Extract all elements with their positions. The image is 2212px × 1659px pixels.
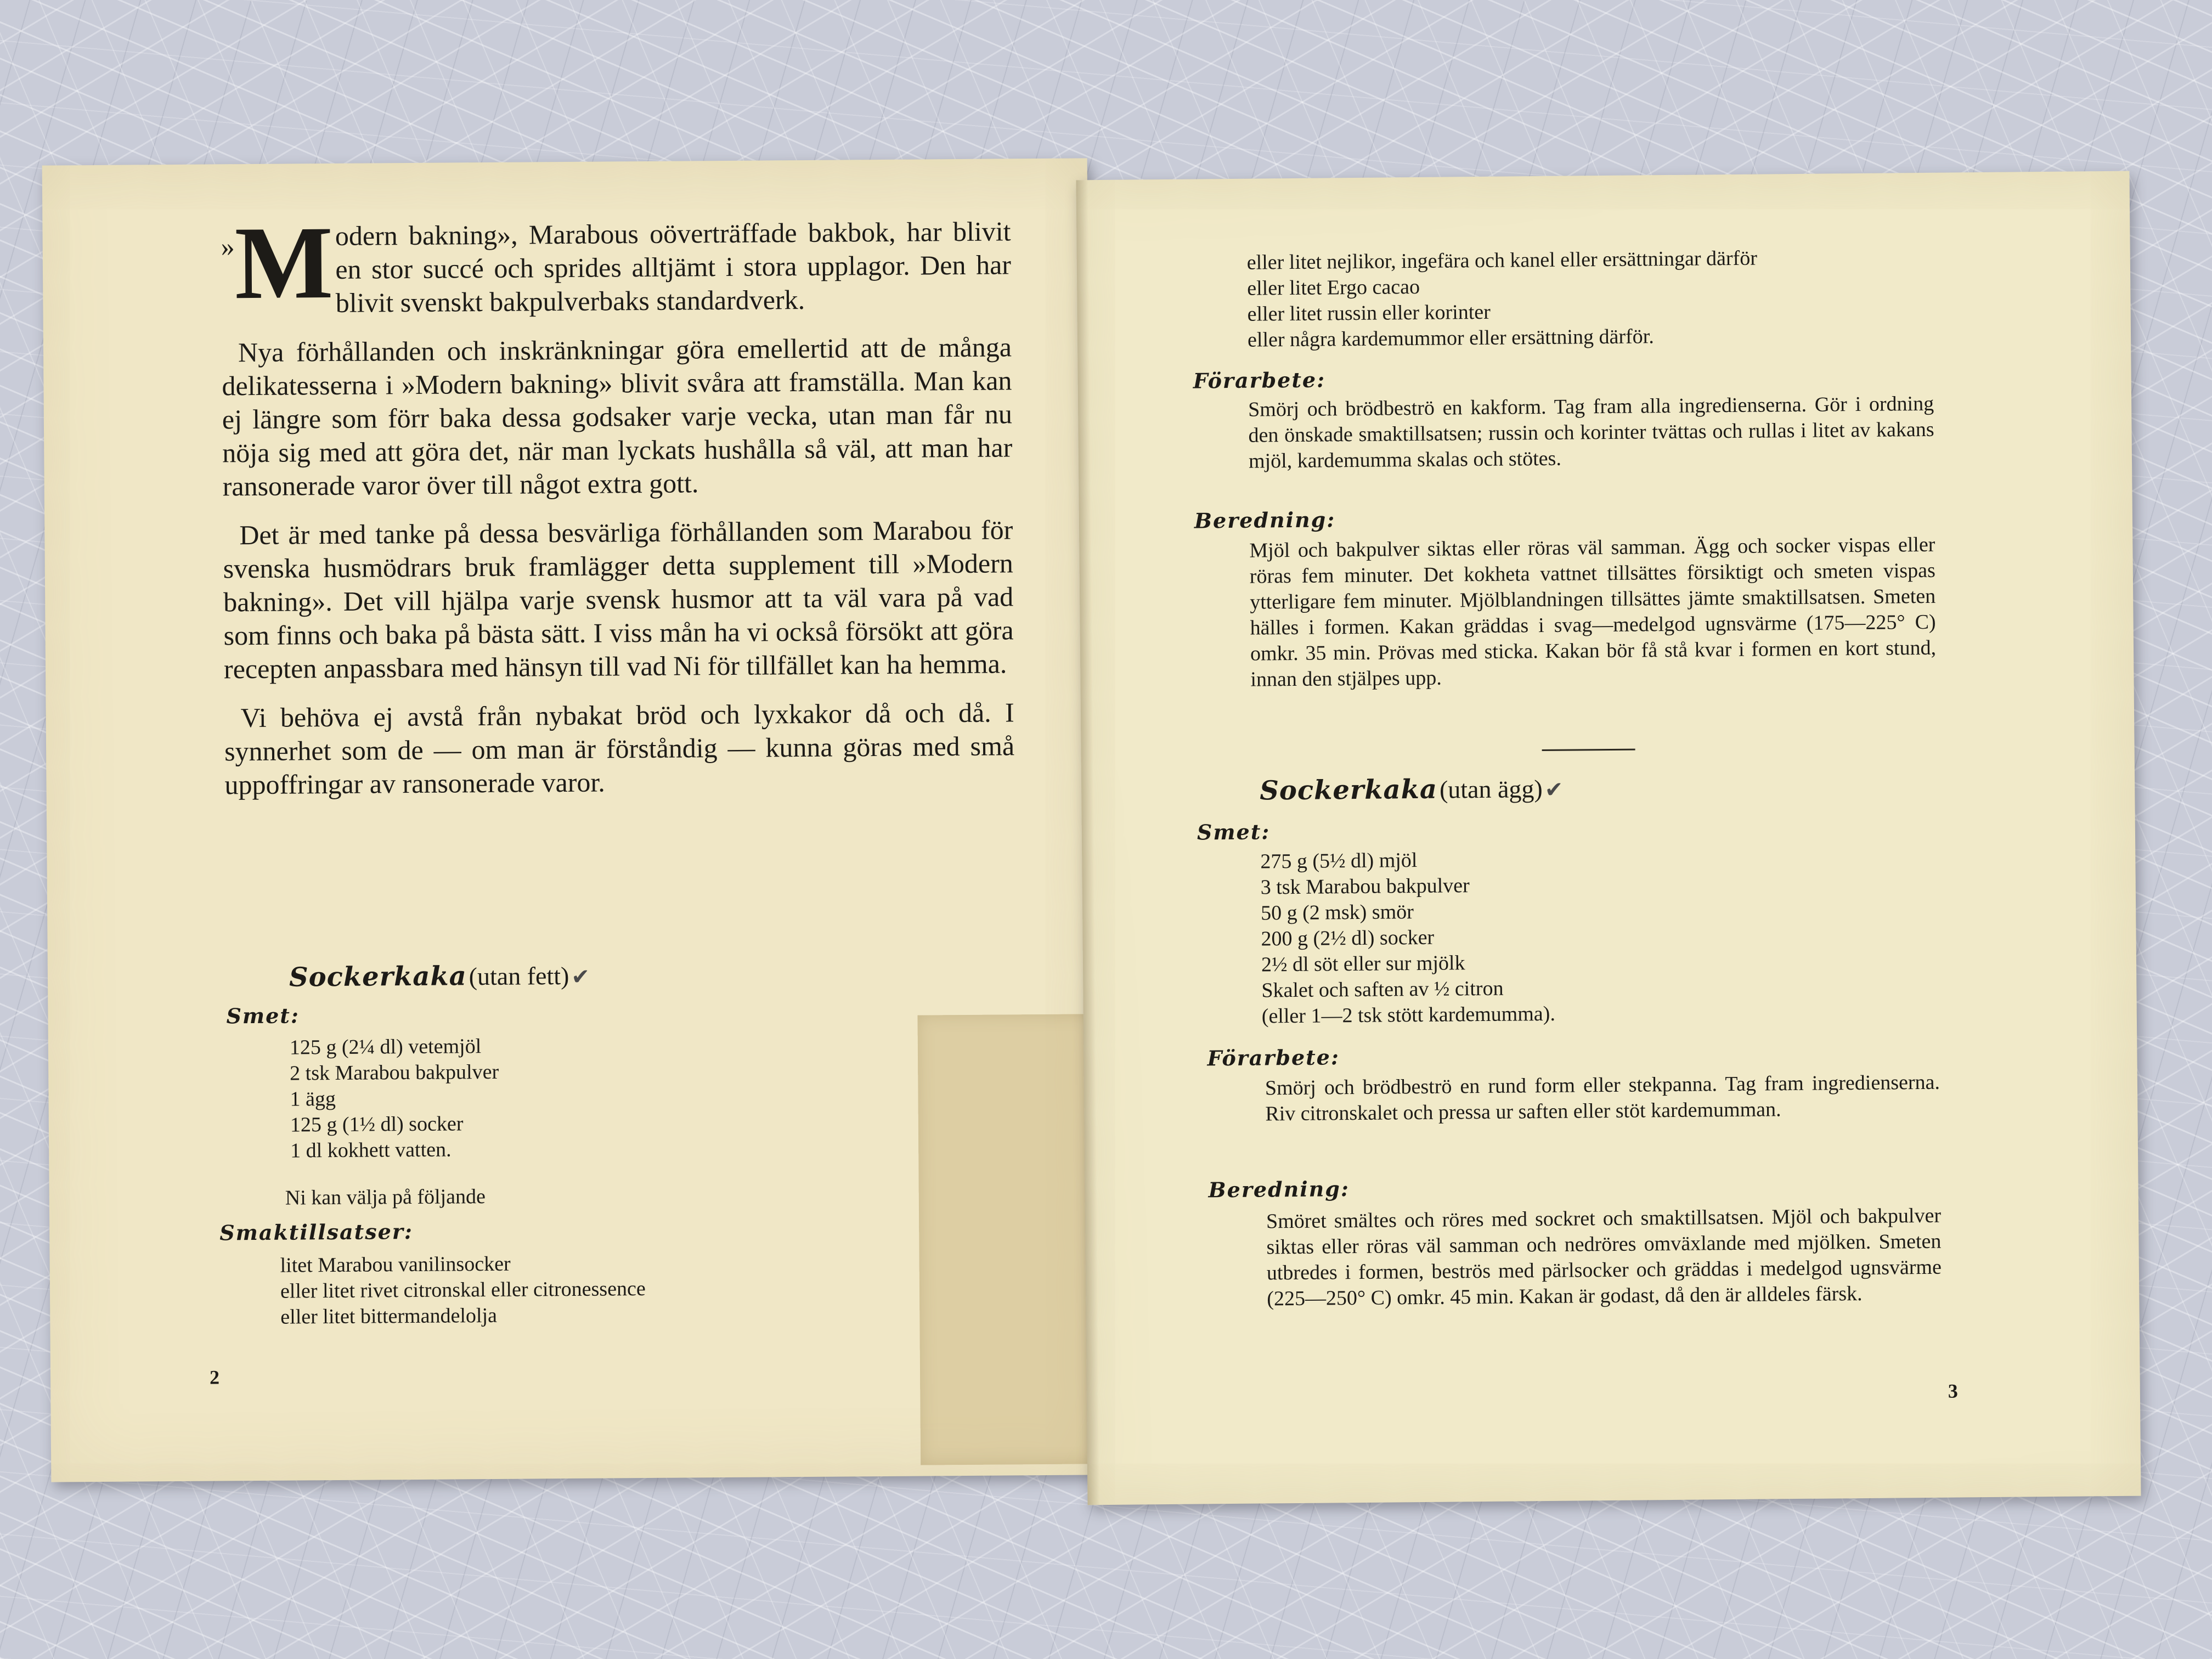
recipe-2-ingredients bbox=[1260, 847, 1555, 1030]
continued-flavor-list bbox=[1247, 246, 1758, 353]
flavor-item: litet Marabou vanilinsocker bbox=[280, 1252, 511, 1277]
smaktillsatser-label: Smaktillsatser: bbox=[219, 1219, 414, 1245]
ingredient-item: 275 g (5½ dl) mjöl bbox=[1260, 849, 1418, 873]
intro-paragraph-1 bbox=[221, 205, 1012, 321]
check-mark-icon: ✔ bbox=[571, 964, 590, 989]
recipe-1-forarbete-text: Smörj och brödbeströ en kakform. Tag fram alla ingredienserna. Gör i ordning den önskade smaktillsatsen; russin och korinter tvättas och rullas i litet av kakans mjöl, kardemumma skalas och stötes. bbox=[1248, 392, 1934, 473]
recipe-2-title: Sockerkaka bbox=[1259, 774, 1438, 806]
check-mark-icon: ✔ bbox=[1544, 777, 1564, 803]
recipe-2-smet-label: Smet: bbox=[1197, 819, 1271, 845]
recipe-2-forarbete-text: Smörj och brödbeströ en rund form eller stekpanna. Tag fram ingredienserna. Riv citronskalet och pressa ur saften eller stöt kardemumman. bbox=[1265, 1070, 1940, 1126]
recipe-1-beredning-text: Mjöl och bakpulver siktas eller röras väl samman. Ägg och socker vispas eller röras fem minuter. Det kokheta vattnet tillsättes försiktigt och smeten vispas ytterligare fem minuter. Mjölblandningen tillsättes jämte smaktillsatsen. Smeten hälles i formen. Kakan gräddas i svag—medelgod ugnsvärme (175—225° C) omkr. 35 min. Prövas med sticka. Kakan bör få stå kvar i formen en kort stund, innan den stjälpes upp. bbox=[1249, 533, 1937, 691]
smaktillsatser-list bbox=[280, 1250, 646, 1330]
recipe-1-ingredients bbox=[290, 1034, 500, 1164]
ingredient-item: Skalet och saften av ½ citron bbox=[1261, 977, 1504, 1002]
tape-strip bbox=[917, 1014, 1099, 1465]
opening-guillemet: » bbox=[221, 231, 235, 262]
recipe-1-title: Sockerkaka bbox=[289, 961, 467, 993]
flavor-item: eller litet bittermandelolja bbox=[280, 1304, 498, 1329]
ingredient-item: 1 dl kokhett vatten. bbox=[290, 1138, 452, 1163]
intro-paragraph-4: Vi behöva ej avstå från nybakat bröd och lyxkakor då och då. I synnerhet som de — om man är förståndig — kunna göras med små uppoffringar av ransonerade varor. bbox=[224, 697, 1015, 800]
drop-cap: M bbox=[234, 205, 330, 321]
intro-paragraph-3: Det är med tanke på dessa besvärliga förhållanden som Marabou för svenska husmödrars bruk framlägger detta supplement till »Modern bakning». Det vill hjälpa varje svensk husmor att ta väl vara på vad som finns och baka på bästa sätt. I viss mån ha vi också försökt att göra recepten anpassbara med hänsyn till vad Ni för tillfället kan ha hemma. bbox=[223, 514, 1014, 685]
ingredient-item: 3 tsk Marabou bakpulver bbox=[1260, 874, 1470, 899]
recipe-1-beredning-label: Beredning: bbox=[1194, 507, 1336, 533]
ingredient-item: 125 g (1½ dl) socker bbox=[290, 1112, 464, 1137]
ingredient-item: 2 tsk Marabou bakpulver bbox=[290, 1060, 499, 1085]
right-page bbox=[1076, 171, 2141, 1505]
section-divider bbox=[1542, 749, 1635, 751]
recipe-2-forarbete-label: Förarbete: bbox=[1207, 1045, 1340, 1071]
flavor-item: eller litet rivet citronskal eller citronessence bbox=[280, 1277, 646, 1303]
recipe-2-subtitle: (utan ägg) bbox=[1439, 775, 1543, 804]
choice-note: Ni kan välja på följande bbox=[285, 1185, 486, 1210]
page-number-right: 3 bbox=[1948, 1380, 1958, 1402]
ingredient-item: 125 g (2¼ dl) vetemjöl bbox=[289, 1035, 482, 1059]
flavor-item: eller litet Ergo cacao bbox=[1247, 275, 1420, 300]
ingredient-item: 50 g (2 msk) smör bbox=[1260, 900, 1414, 925]
ingredient-item: 1 ägg bbox=[290, 1087, 336, 1111]
intro-text bbox=[221, 205, 1015, 817]
ingredient-item: 200 g (2½ dl) socker bbox=[1261, 926, 1435, 951]
recipe-1-subtitle: (utan fett) bbox=[469, 962, 569, 991]
ingredient-item: (eller 1—2 tsk stött kardemumma). bbox=[1261, 1002, 1556, 1028]
recipe-1-heading bbox=[289, 960, 590, 993]
page-number-left: 2 bbox=[209, 1366, 220, 1389]
recipe-2-heading bbox=[1260, 773, 1563, 806]
flavor-item: eller litet russin eller korinter bbox=[1247, 300, 1491, 326]
recipe-1-smet-label: Smet: bbox=[226, 1003, 300, 1029]
left-page bbox=[42, 158, 1097, 1482]
intro-paragraph-2: Nya förhållanden och inskränkningar göra emellertid att de många delikatesserna i »Modern bakning» blivit svåra att framställa. Man kan ej längre som förr baka dessa godsaker varje vecka, utan man får nu nöja sig med att göra det, när man lyckats hushålla så väl, att man har ransonerade varor över till något extra gott. bbox=[222, 331, 1013, 502]
ingredient-item: 2½ dl söt eller sur mjölk bbox=[1261, 951, 1465, 977]
flavor-item: eller några kardemummor eller ersättning därför. bbox=[1247, 325, 1654, 352]
flavor-item: eller litet nejlikor, ingefära och kanel eller ersättningar därför bbox=[1246, 246, 1758, 274]
recipe-1-forarbete-label: Förarbete: bbox=[1193, 367, 1326, 393]
recipe-2-beredning-label: Beredning: bbox=[1208, 1176, 1350, 1203]
recipe-2-beredning-text: Smöret smältes och röres med sockret och smaktillsatsen. Mjöl och bakpulver siktas eller röras väl samman och nedröres omväxlande med mjölken. Smeten utbredes i formen, beströs med pärlsocker och gräddas i medelgod ugnsvärme (225—250° C) omkr. 45 min. Kakan är godast, då den är alldeles färsk. bbox=[1266, 1204, 1942, 1311]
intro-paragraph-1-text: odern bakning», Marabous oöverträffade bakbok, har blivit en stor succé och sprides alltjämt i stora upplagor. Den har blivit svenskt bakpulverbaks standardverk. bbox=[335, 216, 1012, 318]
